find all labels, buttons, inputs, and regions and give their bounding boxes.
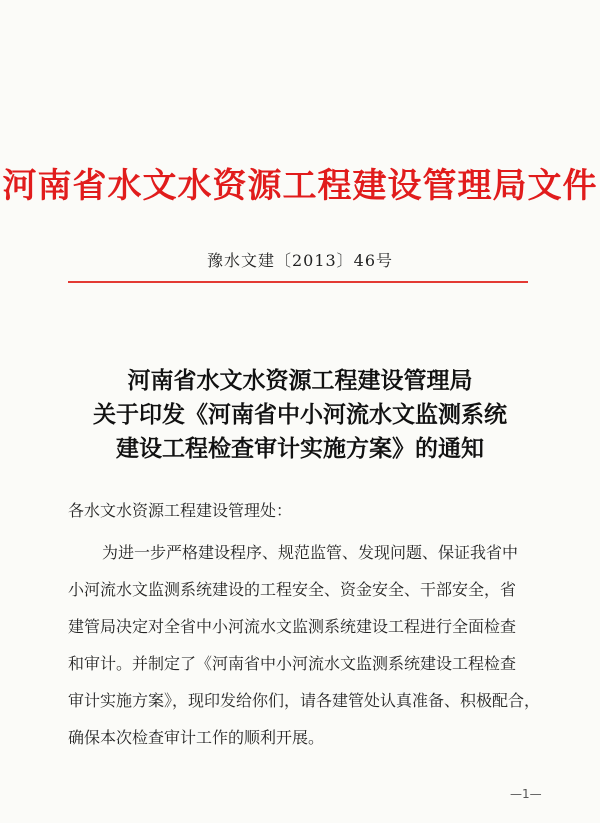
document-number: 豫水文建〔2013〕46号 xyxy=(206,251,394,270)
notice-title-line: 建设工程检查审计实施方案》的通知 xyxy=(116,435,484,462)
red-divider-line xyxy=(68,281,528,283)
notice-title xyxy=(0,364,600,466)
document-body xyxy=(68,496,540,756)
body-line: 确保本次检查审计工作的顺利开展。 xyxy=(68,728,325,747)
body-line: 审计实施方案》，现印发给你们，请各建管处认真准备、积极配合， xyxy=(68,691,541,710)
body-line: 和审计。并制定了《河南省中小河流水文监测系统建设工程检查 xyxy=(68,654,517,673)
body-line: 小河流水文监测系统建设的工程安全、资金安全、干部安全，省 xyxy=(68,580,517,599)
body-line: 建管局决定对全省中小河流水文监测系统建设工程进行全面检查 xyxy=(68,617,517,636)
page-number: —1— xyxy=(510,787,542,801)
body-line: 为进一步严格建设程序、规范监管、发现问题、保证我省中 xyxy=(102,543,519,562)
issuer-header: 河南省水文水资源工程建设管理局文件 xyxy=(2,166,598,206)
notice-title-line: 河南省水文水资源工程建设管理局 xyxy=(127,367,473,394)
notice-title-line: 关于印发《河南省中小河流水文监测系统 xyxy=(93,401,507,428)
salutation: 各水文水资源工程建设管理处： xyxy=(68,501,293,520)
body-paragraph xyxy=(68,534,540,756)
